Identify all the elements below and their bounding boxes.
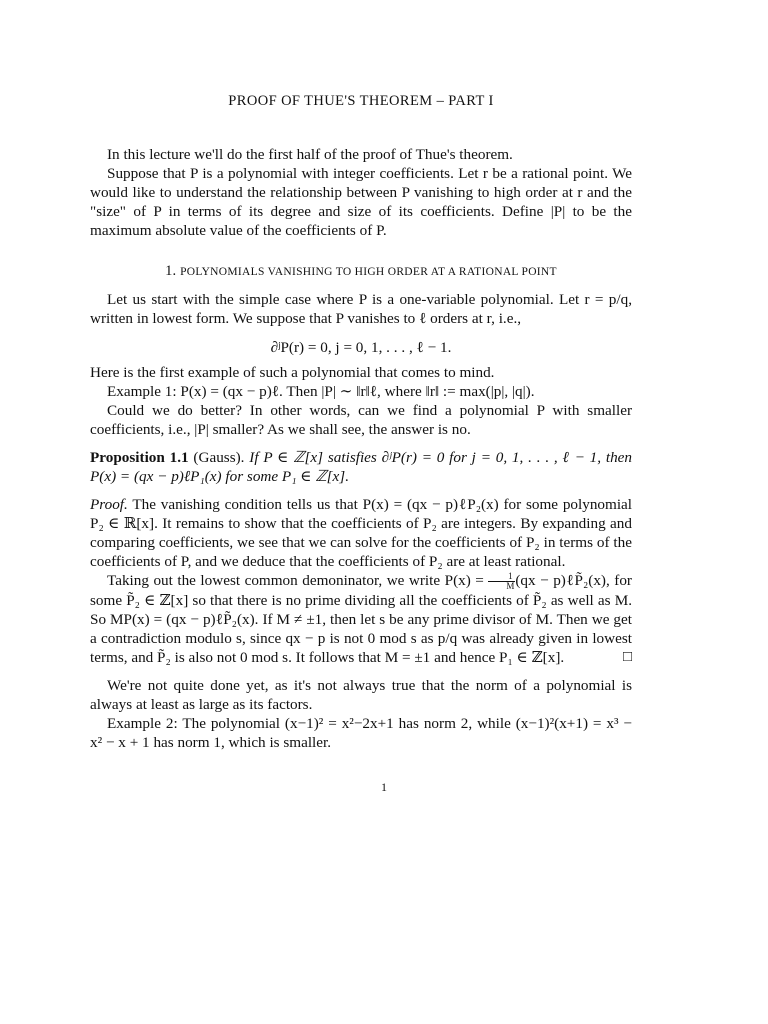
proof-text-1: The vanishing condition tells us that P(x) = (qx − p)ℓP₂(x) for some polynomial P₂ ∈ ℝ[x]. It remains to show that the coefficients of P₂ are integers. By expanding and comparing coefficients, we see that we can solve for the coefficients of P₂ in terms of the coefficients of P, and we deduce that the coefficients of P₂ are at least rational.	[90, 496, 632, 570]
section-number: 1.	[165, 263, 177, 279]
fraction-one-over-m: $\frac{1}{M}$	[488, 572, 515, 591]
vanishing-equation: ∂ʲP(r) = 0, j = 0, 1, . . . , ℓ − 1.	[270, 339, 452, 356]
proof-text-2a: Taking out the lowest common demoninator, we write P(x) =	[107, 572, 489, 589]
paper-page	[90, 92, 632, 752]
proposition	[90, 448, 632, 486]
intro-paragraph-2: Suppose that P is a polynomial with integer coefficients. Let r be a rational point. We would like to understand the relationship between P vanishing to high order at r and the "size" of P in terms of its degree and size of its coefficients. Define |P| to be the maximum absolute value of the coefficients of P.	[90, 165, 632, 239]
proposition-statement: If P ∈ ℤ[x] satisfies ∂ʲP(r) = 0 for j = 0, 1, . . . , ℓ − 1, then P(x) = (qx − p)ℓP₁(x) for some P₁ ∈ ℤ[x].	[90, 449, 633, 485]
body-paragraph-3: Let us start with the simple case where P is a one-variable polynomial. Let r = p/q, written in lowest form. We suppose that P vanishes to ℓ orders at r, i.e.,	[90, 291, 632, 327]
proposition-label: Proposition 1.1	[90, 449, 189, 466]
section-title: POLYNOMIALS VANISHING TO HIGH ORDER AT A RATIONAL POINT	[180, 266, 557, 278]
page-title: PROOF OF THUE'S THEOREM – PART I	[228, 93, 494, 109]
page-number: 1	[381, 780, 387, 794]
proof-paragraph-2	[90, 571, 632, 667]
intro-paragraph-1: In this lecture we'll do the first half of the proof of Thue's theorem.	[107, 146, 513, 163]
proof-text-2b: (qx − p)ℓP̃₂(x), for some P̃₂ ∈ ℤ[x] so that there is no prime dividing all the coefficients of P̃₂ as well as M. So MP(x) = (qx − p)ℓP̃₂(x). If M ≠ ±1, then let s be any prime divisor of M. Then we get a contradiction modulo s, since qx − p is not 0 mod s as p/q was already given in lowest terms, and P̃₂ is also not 0 mod s. It follows that M = ±1 and hence P₁ ∈ ℤ[x].	[90, 572, 632, 667]
proposition-attribution: (Gauss).	[193, 449, 245, 466]
proof-label: Proof.	[90, 496, 128, 513]
after-paragraph-1: We're not quite done yet, as it's not always true that the norm of a polynomial is always at least as large as its factors.	[90, 677, 632, 714]
example-1: Example 1: P(x) = (qx − p)ℓ. Then |P| ∼ ‖r‖ℓ, where ‖r‖ := max(|p|, |q|).	[107, 383, 535, 400]
body-paragraph-4: Here is the first example of such a polynomial that comes to mind.	[90, 364, 495, 381]
body-paragraph-6: Could we do better? In other words, can we find a polynomial P with smaller coefficients, i.e., |P| smaller? As we shall see, the answer is no.	[90, 402, 632, 438]
section-heading	[90, 262, 632, 282]
qed-symbol: □	[622, 649, 632, 666]
example-2: Example 2: The polynomial (x−1)² = x²−2x+1 has norm 2, while (x−1)²(x+1) = x³ − x² − x + 1 has norm 1, which is smaller.	[90, 715, 632, 752]
proof-paragraph-1	[90, 495, 632, 571]
